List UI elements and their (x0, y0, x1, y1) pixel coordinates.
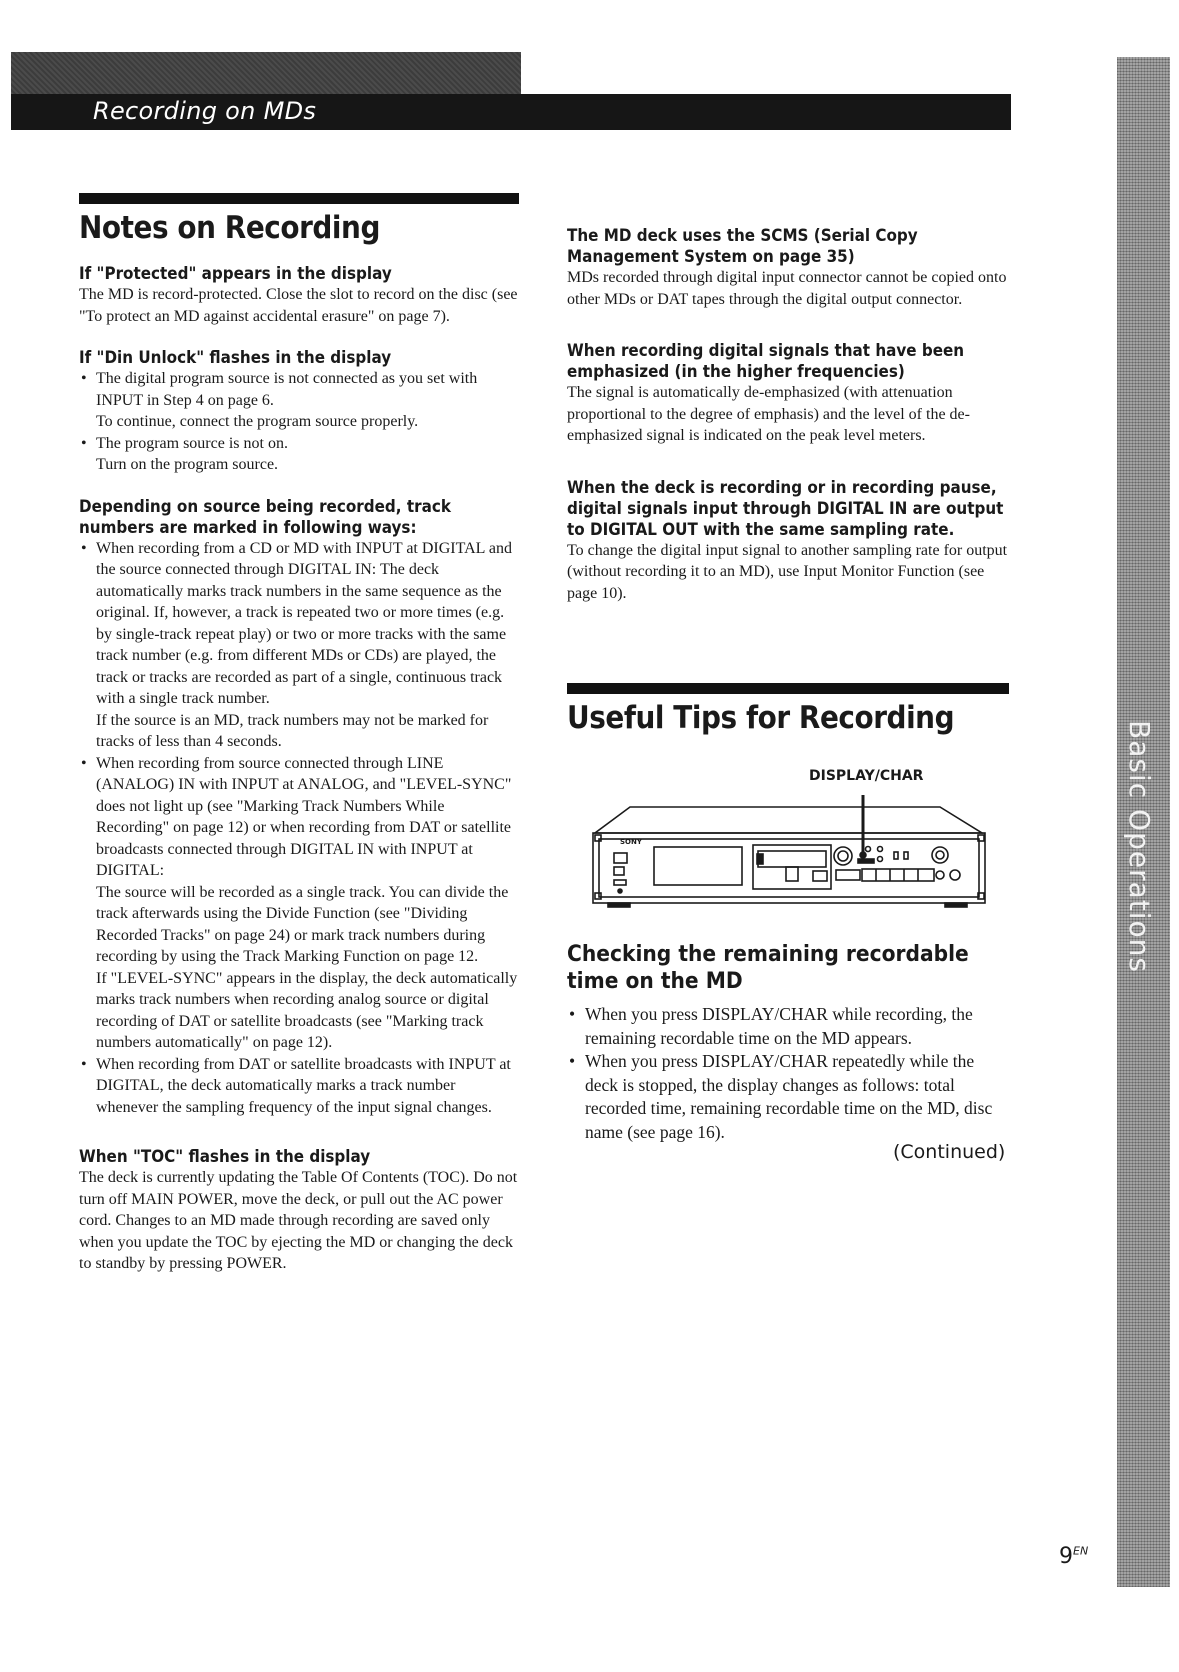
list-item: • The digital program source is not connected as you set with INPUT in Step 4 on page 6. To continue, connect the program source properly. (79, 368, 519, 433)
display-char-label: DISPLAY/CHAR (809, 768, 924, 784)
toc-note (79, 1146, 519, 1275)
remaining-time-heading: Checking the remaining recordable time on the MD (567, 942, 969, 994)
side-tab-label: Basic Operations (1123, 720, 1156, 973)
toc-body: The deck is currently updating the Table Of Contents (TOC). Do not turn off MAIN POWER, move the deck, or pull out the AC power cord. Changes to an MD made through recording are saved only when you update the TOC by ejecting the MD or changing the deck to standby by pressing POWER. (79, 1169, 518, 1272)
left-column (79, 193, 519, 1275)
section-header-title: Recording on MDs (93, 97, 317, 125)
recording-pause-note (567, 477, 1009, 605)
header-texture-band (11, 52, 521, 94)
protected-note (79, 263, 519, 327)
protected-body: The MD is record-protected. Close the slot to record on the disc (see "To protect an MD against accidental erasure" on page 7). (79, 286, 518, 325)
din-unlock-heading: If "Din Unlock" flashes in the display (79, 348, 392, 367)
emphasized-note (567, 340, 1009, 447)
protected-heading: If "Protected" appears in the display (79, 264, 392, 283)
right-column (567, 225, 1009, 604)
track-numbers-heading: Depending on source being recorded, track numbers are marked in following ways: (79, 496, 451, 537)
recording-pause-body: To change the digital input signal to another sampling rate for output (without recording it to an MD), use Input Monitor Function (see page 10). (567, 541, 1008, 602)
scms-note (567, 225, 1009, 310)
din-unlock-note (79, 347, 519, 476)
page-number: $9^{EN}$ (1059, 1544, 1089, 1569)
scms-heading: The MD deck uses the SCMS (Serial Copy Management System on page 35) (567, 226, 918, 266)
useful-tips-section (567, 683, 1009, 736)
continued-label: (Continued) (893, 1141, 1006, 1163)
emphasized-heading: When recording digital signals that have been emphasized (in the higher frequencies) (567, 341, 965, 381)
list-item: • When you press DISPLAY/CHAR repeatedly while the deck is stopped, the display changes as follows: total recorded time, remaining recordable time on the MD, disc name (see page 16). (567, 1050, 997, 1144)
scms-body: MDs recorded through digital input connector cannot be copied onto other MDs or DAT tapes through the digital output connector. (567, 269, 1007, 308)
md-deck-illustration (590, 795, 990, 915)
list-item: • When recording from DAT or satellite broadcasts with INPUT at DIGITAL, the deck automatically marks a track number whenever the sampling frequency of the input signal changes. (79, 1054, 519, 1119)
useful-tips-title: Useful Tips for Recording (567, 700, 955, 736)
remaining-time-section (567, 941, 997, 1144)
emphasized-body: The signal is automatically de-emphasized (with attenuation proportional to the degree of emphasis) and the level of the de-emphasized signal is indicated on the peak level meters. (567, 384, 970, 444)
toc-heading: When "TOC" flashes in the display (79, 1147, 371, 1166)
list-item: • When recording from a CD or MD with INPUT at DIGITAL and the source connected through DIGITAL IN: The deck automatically marks track numbers in the same sequence as the original. If, however, a track is repeated two or more times (e.g. by single-track repeat play) or two or more tracks with the same track number (e.g. from different MDs or CDs) are played, the track or tracks are recorded as part of a single, continuous track with a single track number. If the source is an MD, track numbers may not be marked for tracks of less than 4 seconds. (79, 538, 519, 753)
list-item: • When recording from source connected through LINE (ANALOG) IN with INPUT at ANALOG, and "LEVEL-SYNC" does not light up (see "Marking Track Numbers While Recording" on page 12) or when recording from DAT or satellite broadcasts connected through DIGITAL IN with INPUT at DIGITAL: The source will be recorded as a single track. You can divide the track afterwards using the Divide Function (see "Dividing Recorded Tracks" on page 24) or mark track numbers during recording by using the Track Marking Function on page 12. If "LEVEL-SYNC" appears in the display, the deck automatically marks track numbers when recording analog source or digital recording of DAT or satellite broadcasts (see "Marking track numbers automatically" on page 12). (79, 753, 519, 1054)
recording-pause-heading: When the deck is recording or in recording pause, digital signals input through DIGITAL IN are output to DIGITAL OUT with the same sampling rate. (567, 477, 1004, 539)
notes-on-recording-title: Notes on Recording (79, 210, 380, 246)
brand-logo: SONY (620, 838, 642, 846)
section-rule (567, 683, 1009, 694)
track-numbers-note (79, 496, 519, 1119)
list-item: • The program source is not on. Turn on the program source. (79, 433, 519, 476)
section-rule (79, 193, 519, 204)
list-item: • When you press DISPLAY/CHAR while recording, the remaining recordable time on the MD appears. (567, 1003, 997, 1050)
